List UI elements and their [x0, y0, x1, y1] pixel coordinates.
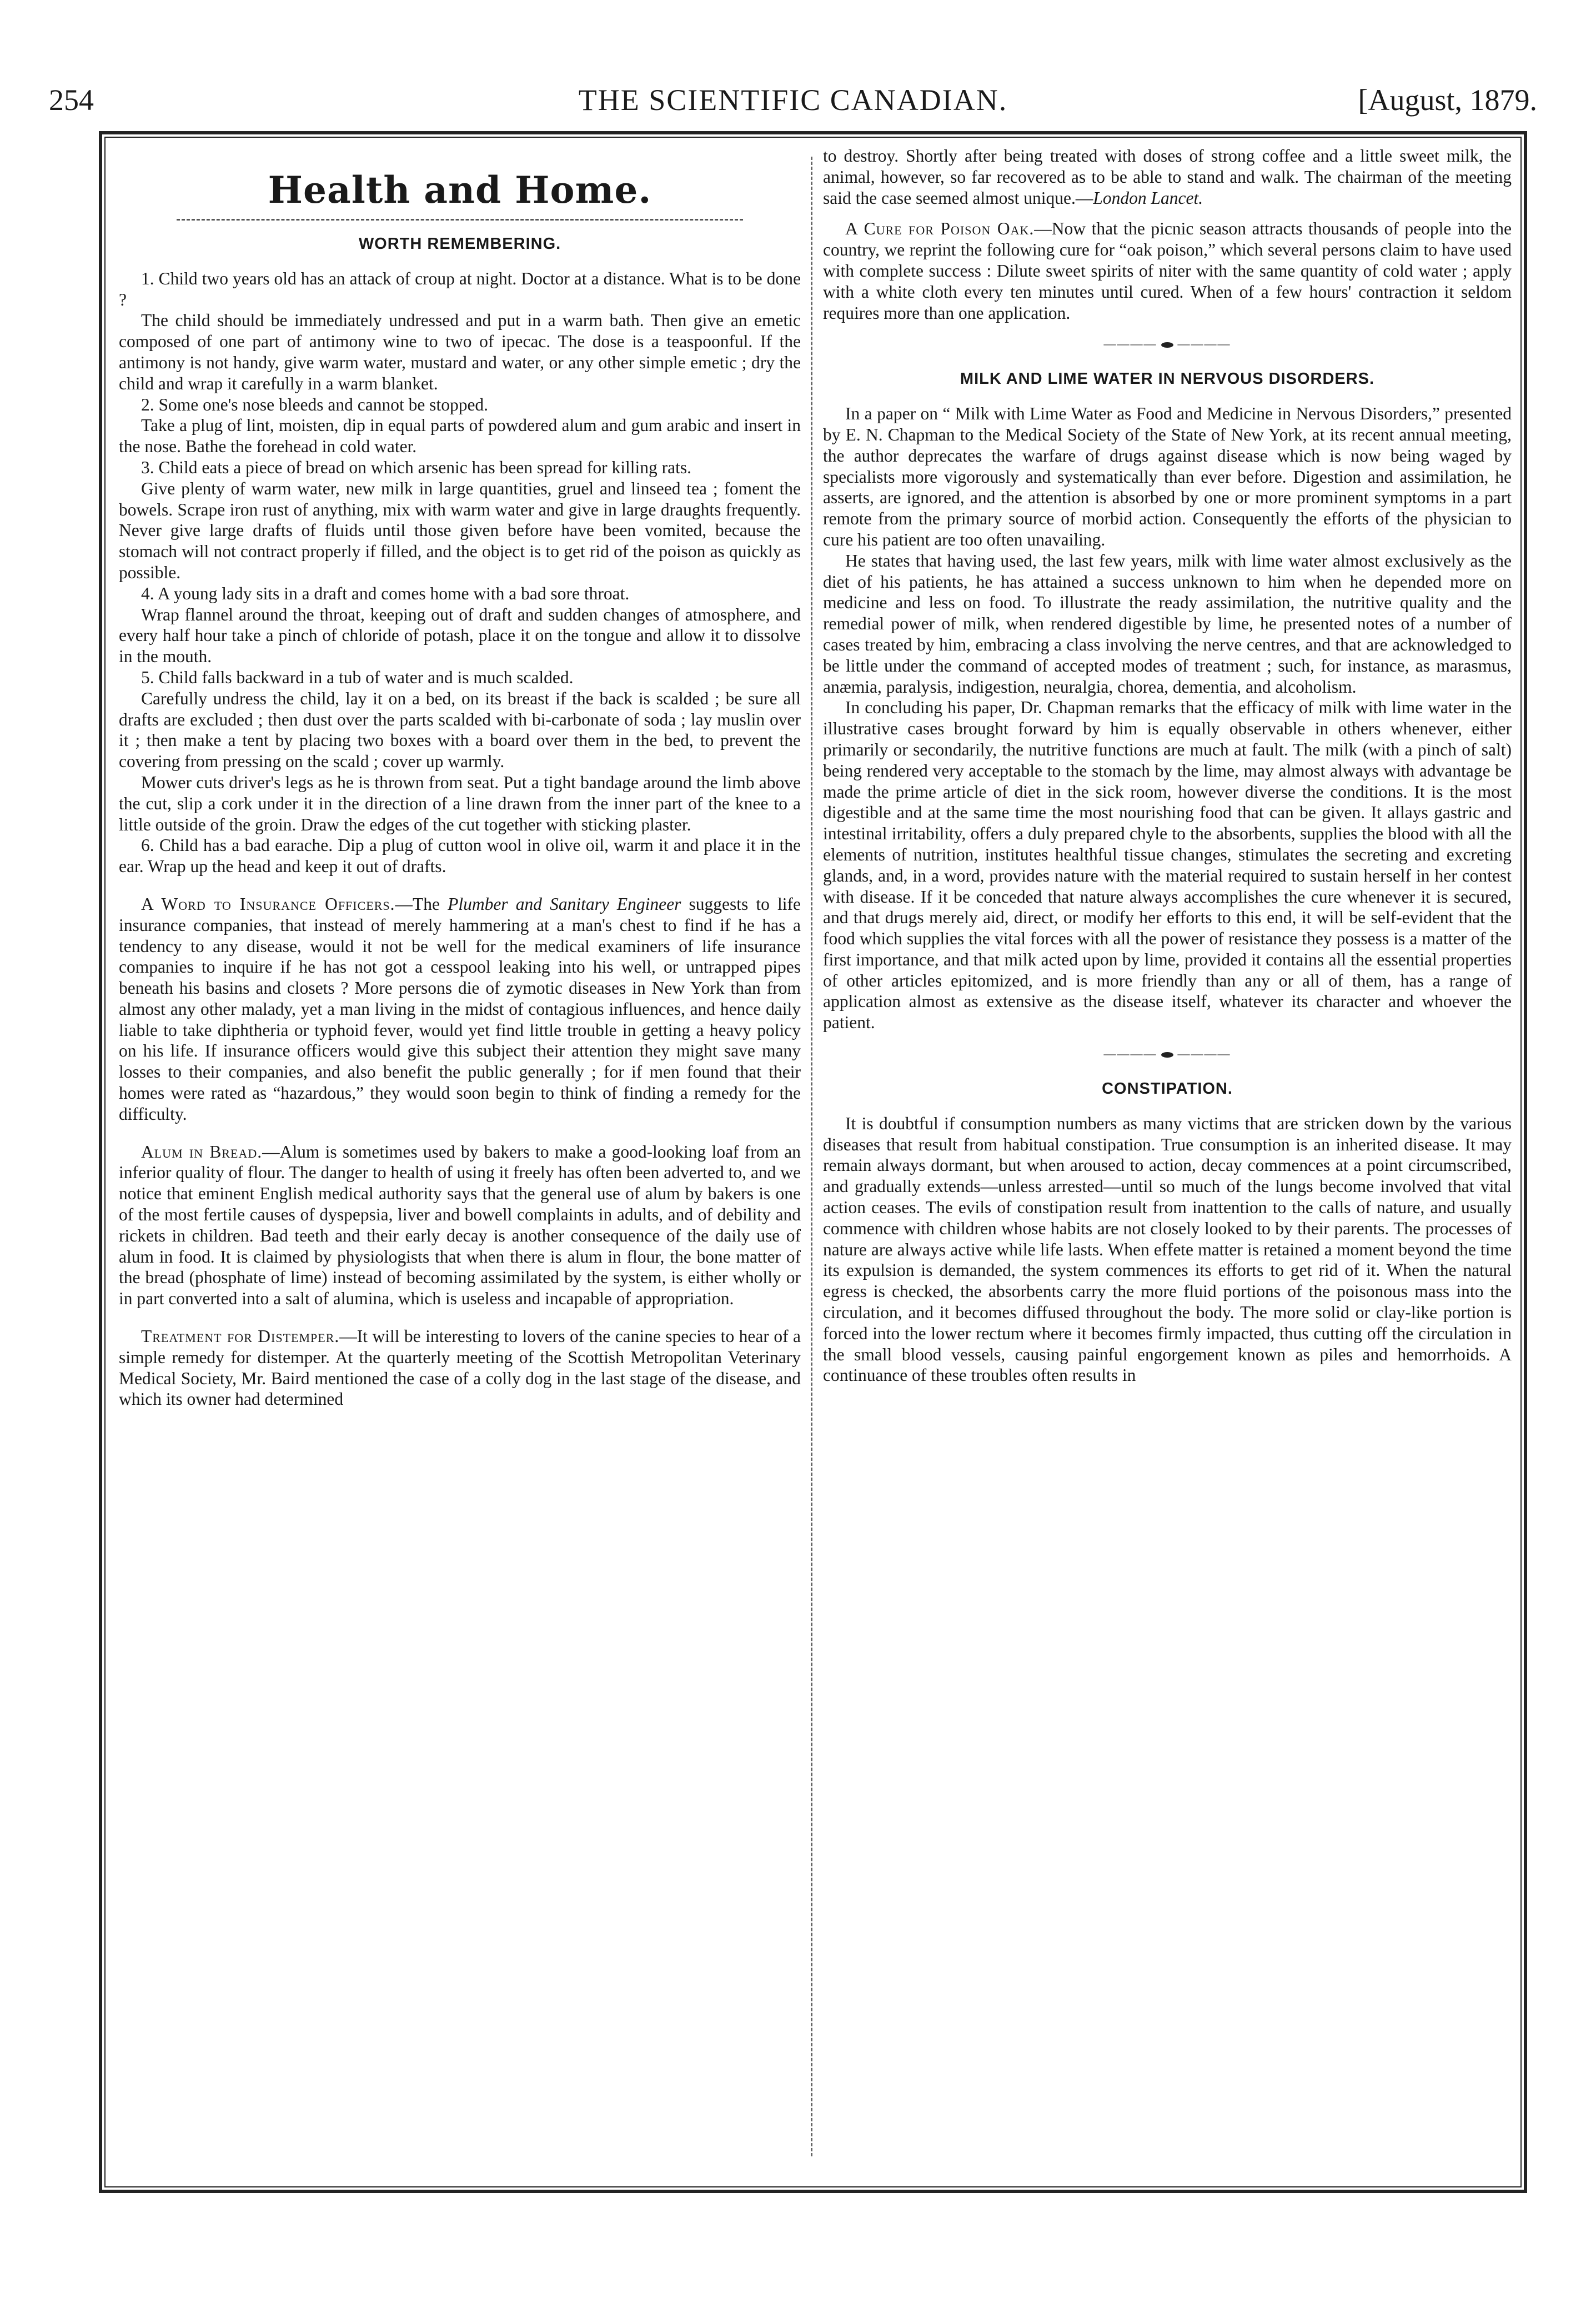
ornamental-rule: ———— ———— [1103, 337, 1231, 351]
insurance-paragraph: A Word to Insurance Officers.—The Plumber and Sanitary Engineer suggests to life insurance companies, that instead of merely hammering at a man's chest to find if he has a tendency to any disease, would it not be well for the medical examiners of life insurance companies to inquire if he has not got a cesspool leaking into his well, or untrapped pipes beneath his basins and closets ? More persons die of zymotic diseases in New York than from almost any other malady, yet a man living in the midst of contagious influences, and hence daily liable to take diphtheria or typhoid fever, would yet find little trouble in getting a heavy policy on his life. If insurance officers would give this subject their attention they might save many losses to their companies, and also benefit the public generally ; for if men found that their homes were rated as “hazardous,” they would soon begin to think of finding a remedy for the difficulty. [119, 894, 801, 1124]
column-rule [811, 157, 812, 2156]
source-title: Plumber and Sanitary Engineer [448, 894, 681, 914]
run-in-heading: A Word to Insurance Officers. [141, 894, 395, 914]
section-heading: Health and Home. [268, 168, 652, 212]
paragraph: The child should be immediately undressed and put in a warm bath. Then give an emetic composed of one part of antimony wine to two of ipecac. The dose is a teaspoonful. If the antimony is not handy, give warm water, mustard and water, or any other simple emetic ; dry the child and wrap it carefully in a warm blanket. [119, 311, 801, 393]
paragraph: 2. Some one's nose bleeds and cannot be stopped. [141, 394, 489, 414]
right-column [823, 146, 1512, 2179]
distemper-continued: to destroy. Shortly after being treated with doses of strong coffee and a little sweet milk, the animal, however, so far recovered as to be able to stand and walk. The chairman of the meeting said the case seemed almost unique.—London Lancet. [823, 146, 1512, 208]
paragraph: He states that having used, the last few years, milk with lime water almost exclusively as the diet of his patients, he has attained a success unknown to him when he depended more on medicine and less on food. To illustrate the ready assimilation, the nutritive quality and the remedial power of milk, when rendered digestible by lime, he presented notes of a number of cases treated by him, embracing a class involving the nerve centres, and that are acknowledged to be little under the command of accepted modes of treatment ; such, for instance, as marasmus, anæmia, paralysis, indigestion, neuralgia, chorea, dementia, and alcoholism. [823, 550, 1512, 697]
page-number: 254 [49, 83, 94, 117]
poison-oak-paragraph: A Cure for Poison Oak.—Now that the picnic season attracts thousands of people into the country, we reprint the following cure for “oak poison,” which several persons claim to have used with complete success : Dilute sweet spirits of niter with the same quantity of cold water ; apply with a white cloth every ten minutes until cured. When of a few hours' contraction it seldom requires more than one application. [823, 219, 1512, 323]
paragraph: 6. Child has a bad earache. Dip a plug of cutton wool in olive oil, warm it and place it in the ear. Wrap up the head and keep it out of drafts. [119, 835, 801, 877]
distemper-paragraph: Treatment for Distemper.—It will be interesting to lovers of the canine species to hear of a simple remedy for distemper. At the quarterly meeting of the Scottish Metropolitan Veterinary Medical Society, Mr. Baird mentioned the case of a colly dog in the last stage of the disease, and which its owner had determined [119, 1326, 801, 1409]
run-in-heading: A Cure for Poison Oak. [845, 219, 1035, 239]
paragraph: 4. A young lady sits in a draft and comes home with a bad sore throat. [141, 583, 630, 603]
heading-rule [177, 219, 743, 221]
article-title-worth-remembering: WORTH REMEMBERING. [358, 235, 561, 253]
paragraph: Carefully undress the child, lay it on a bed, on its breast if the back is scalded ; be sure all drafts are excluded ; then dust over the parts scalded with bi-carbonate of soda ; lay muslin over it ; then make a tent by placing two boxes with a board over them in the bed, to prevent the covering from pressing on the scald ; cover up warmly. [119, 688, 801, 772]
paragraph: Wrap flannel around the throat, keeping out of draft and sudden changes of atmosphere, and every half hour take a pinch of chloride of potash, place it on the tongue and allow it to dissolve in the mouth. [119, 604, 801, 667]
alum-paragraph: Alum in Bread.—Alum is sometimes used by bakers to make a good-looking loaf from an inferior quality of flour. The danger to health of using it freely has often been adverted to, and we notice that eminent English medical authority says that the general use of alum by bakers is one of the most fertile causes of dyspepsia, liver and bowell complaints in adults, and of debility and rickets in children. Bad teeth and their early decay is another consequence of the daily use of alum in food. It is claimed by physiologists that when there is alum in flour, the bone matter of the bread (phosphate of lime) instead of becoming assimilated by the system, is either wholly or in part converted into a salt of alumina, which is useless and incapable of appropriation. [119, 1142, 801, 1309]
article-title-constipation: CONSTIPATION. [1102, 1080, 1233, 1098]
run-in-heading: Alum in Bread. [141, 1142, 263, 1161]
publication-title: THE SCIENTIFIC CANADIAN. [578, 83, 1008, 117]
paragraph: In concluding his paper, Dr. Chapman remarks that the efficacy of milk with lime water in the illustrative cases brought forward by him is equally observable in others whenever, either primarily or secondarily, the nutritive functions are much at fault. The milk (with a pinch of salt) being rendered very acceptable to the stomach by the lime, may almost always with advantage be made the prime article of diet in the sick room, however diverse the conditions. It is the most digestible and at the same time the most nourishing food that can be given. It allays gastric and intestinal irritability, offers a duly prepared chyle to the absorbents, supplies the blood with all the elements of nutrition, institutes healthful tissue changes, stimulates the secreting and excreting glands, and, in a word, provides nature with the material required to sustain herself in her contest with disease. If it be conceded that nature always accomplishes the cure whenever it is secured, and that drugs merely aid, direct, or modify her efforts to this end, it will be self-evident that the food which supplies the vital forces with all the power of resistance they possess is a matter of the first importance, and that milk acted upon by lime, provided it contains all the essential properties of other articles epitomized, and is more friendly than any or all of them, has a range of application almost as extensive as the disease itself, whatever its character and whoever the patient. [823, 698, 1512, 1033]
page-frame [99, 131, 1527, 2193]
paragraph: It is doubtful if consumption numbers as many victims that are stricken down by the various diseases that result from habitual constipation. True consumption is an inherited disease. It may remain always dormant, but when aroused to action, decay commences at a point circumscribed, and gradually extends—unless arrested—until so much of the lungs become involved that vital action ceases. The evils of constipation result from inattention to the calls of nature, and usually commence with children whose habits are not closely looked to by their parents. The processes of nature are always active while life lasts. When effete matter is retained a moment beyond the time its expulsion is demanded, the system commences its efforts to get rid of it. When the natural egress is checked, the absorbents carry the more fluid portions of the poisonous mass into the circulation, and it becomes diffused throughout the body. The more solid or clay-like portion is forced into the lower rectum where it becomes firmly impacted, thus cutting off the circulation in the small blood vessels, causing painful engorgement known as piles and hemorrhoids. A continuance of these troubles often results in [823, 1113, 1512, 1385]
run-in-heading: Treatment for Distemper. [141, 1326, 340, 1346]
issue-date: [August, 1879. [1358, 83, 1537, 117]
paragraph: Mower cuts driver's legs as he is thrown from seat. Put a tight bandage around the limb above the cut, slip a cork under it in the direction of a line drawn from the inner part of the knee to a little outside of the groin. Draw the edges of the cut together with sticking plaster. [119, 772, 801, 834]
paragraph: In a paper on “ Milk with Lime Water as Food and Medicine in Nervous Disorders,” presented by E. N. Chapman to the Medical Society of the State of New York, at its recent annual meeting, the author deprecates the warfare of drugs against disease which is now being waged by specialists more vigorously and systematically than ever before. Digestion and assimilation, he asserts, are ignored, and the attention is absorbed by one or more prominent symptoms in a part remote from the primary source of morbid action. Consequently the efforts of the physician to cure his patient are too often unavailing. [823, 404, 1512, 549]
left-column [119, 146, 801, 2179]
paragraph: 1. Child two years old has an attack of croup at night. Doctor at a distance. What is to be done ? [119, 268, 801, 309]
paragraph: Give plenty of warm water, new milk in large quantities, gruel and linseed tea ; foment the bowels. Scrape iron rust of anything, mix with warm water and give in large draughts frequently. Never give large drafts of fluids until those given before have been vomited, because the stomach will not contract properly if filled, and the object is to get rid of the poison as quickly as possible. [119, 478, 801, 582]
ornamental-rule: ———— ———— [1103, 1047, 1231, 1061]
paragraph: Take a plug of lint, moisten, dip in equal parts of powdered alum and gum arabic and insert in the nose. Bathe the forehead in cold water. [119, 415, 801, 457]
paragraph: 3. Child eats a piece of bread on which arsenic has been spread for killing rats. [141, 457, 692, 477]
article-title-milk-lime: MILK AND LIME WATER IN NERVOUS DISORDERS. [960, 370, 1375, 388]
paragraph: 5. Child falls backward in a tub of water and is much scalded. [141, 667, 574, 687]
source-title: London Lancet. [1093, 188, 1203, 208]
